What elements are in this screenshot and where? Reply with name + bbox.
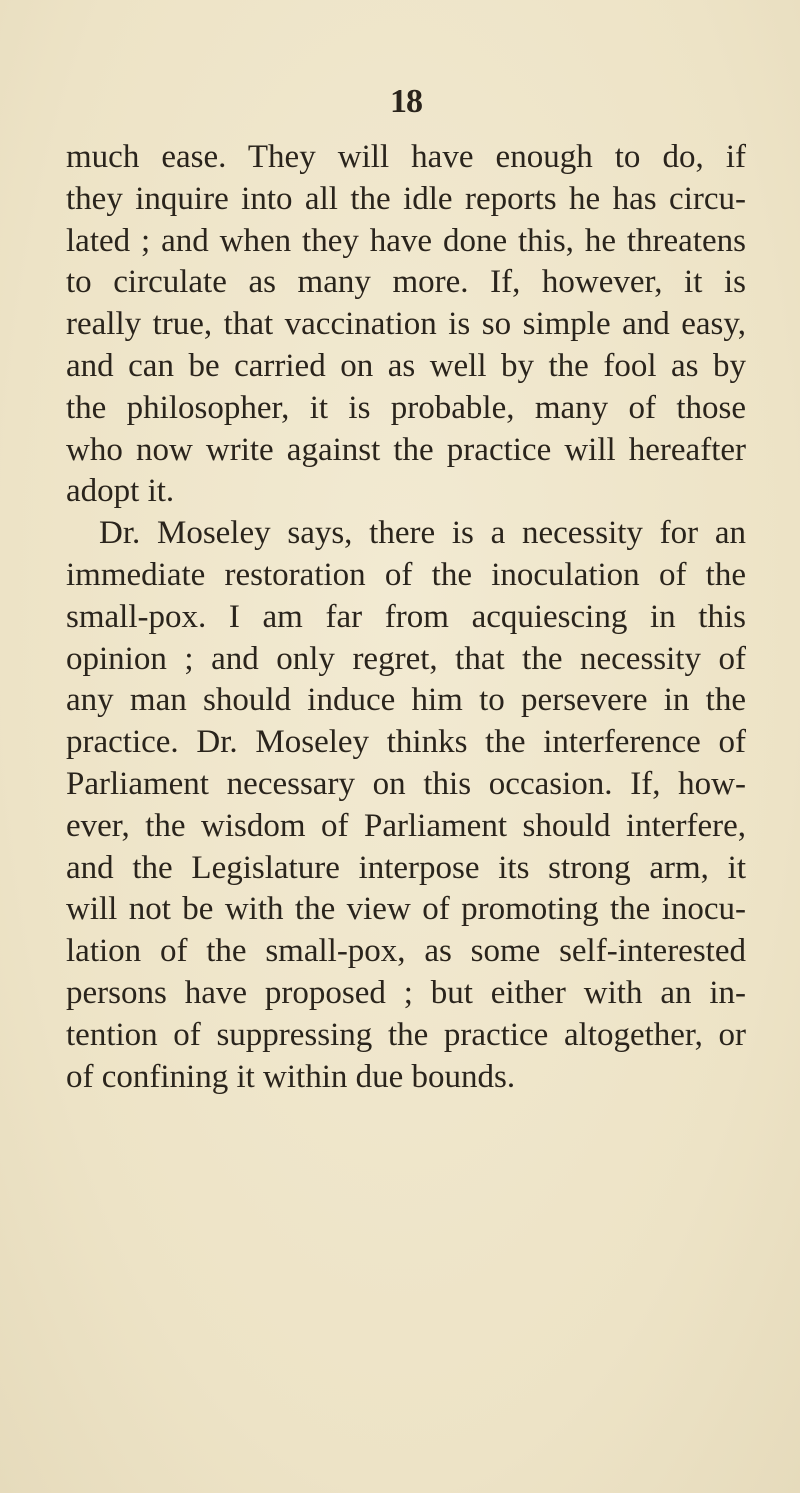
text-line: lated ; and when they have done this, he threatens <box>66 222 746 259</box>
text-line: and can be carried on as well by the fool as by <box>66 347 746 384</box>
text-line: immediate restoration of the inoculation of the <box>66 556 746 593</box>
text-line: ever, the wisdom of Parliament should interfere, <box>66 807 746 844</box>
text-line: the philosopher, it is probable, many of those <box>66 389 746 426</box>
text-line: much ease. They will have enough to do, if <box>66 139 746 175</box>
text-line: really true, that vaccination is so simple and easy, <box>66 306 746 343</box>
text-line: tention of suppressing the practice altogether, or <box>66 1016 746 1053</box>
text-line: of confining it within due bounds. <box>66 1058 516 1095</box>
text-line: Parliament necessary on this occasion. If, how- <box>66 765 746 802</box>
text-line: and the Legislature interpose its strong arm, it <box>66 849 746 886</box>
paragraph <box>66 137 746 513</box>
text-line: any man should induce him to persevere in the <box>66 682 746 719</box>
text-line: lation of the small-pox, as some self-interested <box>66 933 746 970</box>
text-line: who now write against the practice will hereafter <box>66 431 746 468</box>
text-line: opinion ; and only regret, that the necessity of <box>66 640 746 677</box>
text-line: they inquire into all the idle reports he has circu- <box>66 180 746 217</box>
text-line: small-pox. I am far from acquiescing in this <box>66 598 746 635</box>
paragraph <box>66 513 746 1098</box>
text-line: adopt it. <box>66 473 175 510</box>
text-line: to circulate as many more. If, however, it is <box>66 264 746 301</box>
text-line: practice. Dr. Moseley thinks the interference of <box>66 724 746 761</box>
text-line: persons have proposed ; but either with an in- <box>66 974 746 1011</box>
text-line: will not be with the view of promoting the inocu- <box>66 891 746 928</box>
page-number: 18 <box>390 83 422 120</box>
body-text <box>66 137 746 1098</box>
text-line: Dr. Moseley says, there is a necessity for an <box>99 515 746 552</box>
